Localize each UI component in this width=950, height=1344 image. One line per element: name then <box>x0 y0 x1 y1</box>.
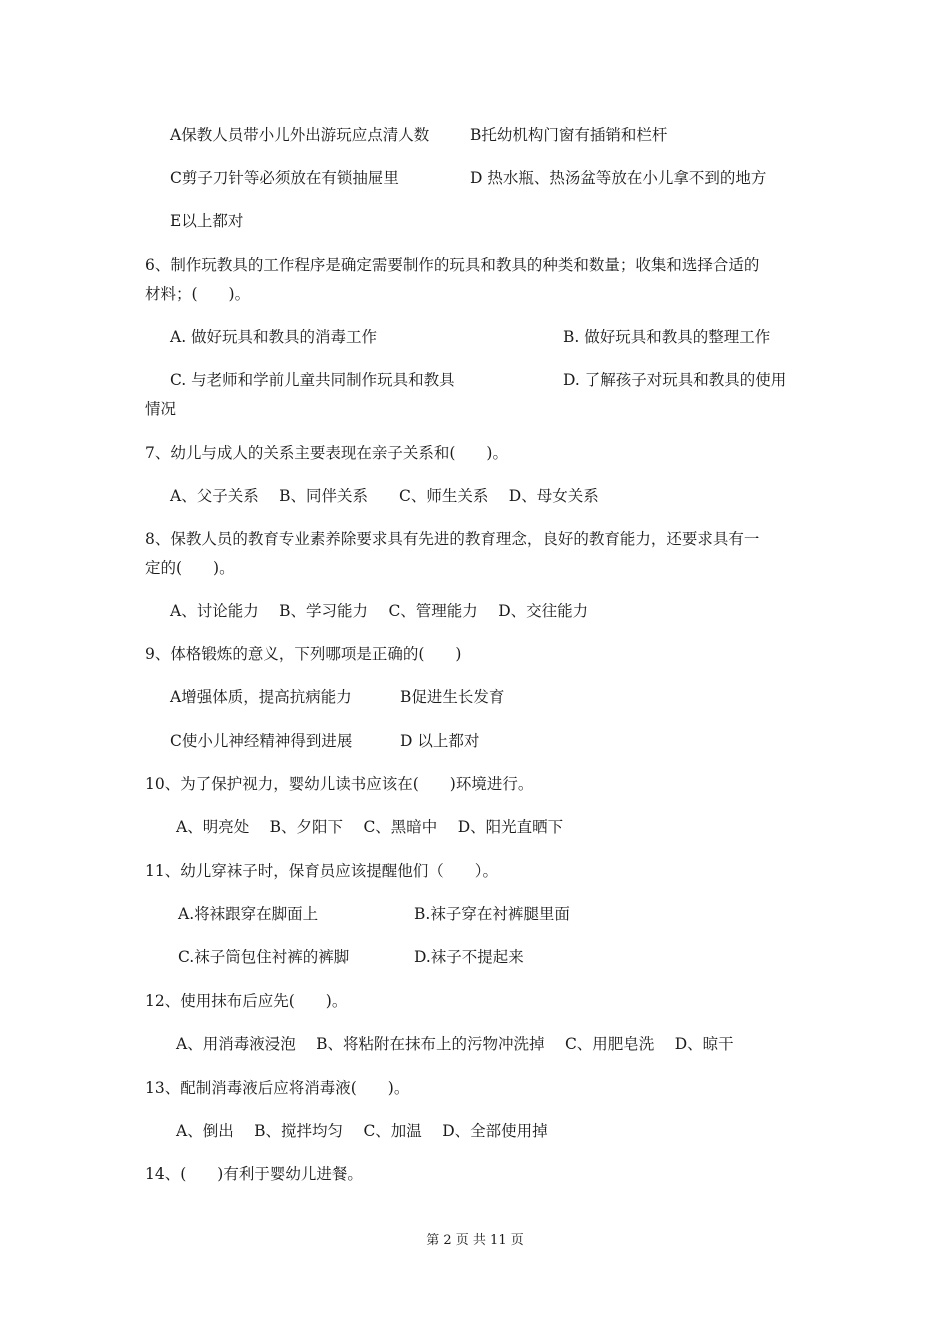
q11-option-b: B.袜子穿在衬裤腿里面 <box>414 905 570 923</box>
q10-stem: 10、为了保护视力，婴幼儿读书应该在( )环境进行。 <box>145 775 534 793</box>
q11-option-a: A.将袜跟穿在脚面上 <box>178 905 319 923</box>
q6-option-b: B. 做好玩具和教具的整理工作 <box>563 328 771 346</box>
q9-stem: 9、体格锻炼的意义，下列哪项是正确的( ) <box>145 645 462 663</box>
page-footer: 第 2 页 共 11 页 <box>426 1233 524 1248</box>
q13-stem: 13、配制消毒液后应将消毒液( )。 <box>145 1079 410 1097</box>
q5-option-e: E以上都对 <box>170 212 244 230</box>
q9-option-c: C使小儿神经精神得到进展 <box>170 732 353 750</box>
q5-option-b: B托幼机构门窗有插销和栏杆 <box>470 126 668 144</box>
q12-stem: 12、使用抹布后应先( )。 <box>145 992 348 1010</box>
q13-options: A、倒出 B、搅拌均匀 C、加温 D、全部使用掉 <box>176 1122 548 1140</box>
q5-option-c: C剪子刀针等必须放在有锁抽屉里 <box>170 169 399 187</box>
q9-option-b: B促进生长发育 <box>400 688 505 706</box>
q11-stem: 11、幼儿穿袜子时，保育员应该提醒他们（ ）。 <box>145 862 498 880</box>
q6-option-c: C. 与老师和学前儿童共同制作玩具和教具 <box>170 371 455 389</box>
q7-stem: 7、幼儿与成人的关系主要表现在亲子关系和( )。 <box>145 444 508 462</box>
q7-options: A、父子关系 B、同伴关系 C、师生关系 D、母女关系 <box>170 487 599 505</box>
q9-option-d: D 以上都对 <box>400 732 480 750</box>
q11-option-c: C.袜子筒包住衬裤的裤脚 <box>178 948 350 966</box>
q5-option-a: A保教人员带小儿外出游玩应点清人数 <box>170 126 430 144</box>
q10-options: A、明亮处 B、夕阳下 C、黑暗中 D、阳光直晒下 <box>176 818 564 836</box>
q6-option-d-line2: 情况 <box>145 400 177 418</box>
q9-option-a: A增强体质，提高抗病能力 <box>170 688 352 706</box>
q8-stem-line2: 定的( )。 <box>145 559 235 577</box>
q6-option-d-line1: D. 了解孩子对玩具和教具的使用 <box>563 371 787 389</box>
q6-stem-line1: 6、制作玩教具的工作程序是确定需要制作的玩具和教具的种类和数量；收集和选择合适的 <box>145 256 760 274</box>
q12-options: A、用消毒液浸泡 B、将粘附在抹布上的污物冲洗掉 C、用肥皂洗 D、晾干 <box>176 1035 734 1053</box>
q8-stem-line1: 8、保教人员的教育专业素养除要求具有先进的教育理念，良好的教育能力，还要求具有一 <box>145 530 760 548</box>
q6-option-a: A. 做好玩具和教具的消毒工作 <box>170 328 378 346</box>
q5-option-d: D 热水瓶、热汤盆等放在小儿拿不到的地方 <box>470 169 767 187</box>
q11-option-d: D.袜子不提起来 <box>414 948 524 966</box>
q14-stem: 14、( )有利于婴幼儿进餐。 <box>145 1165 363 1183</box>
q8-options: A、讨论能力 B、学习能力 C、管理能力 D、交往能力 <box>170 602 589 620</box>
q6-stem-line2: 材料；( )。 <box>145 285 251 303</box>
